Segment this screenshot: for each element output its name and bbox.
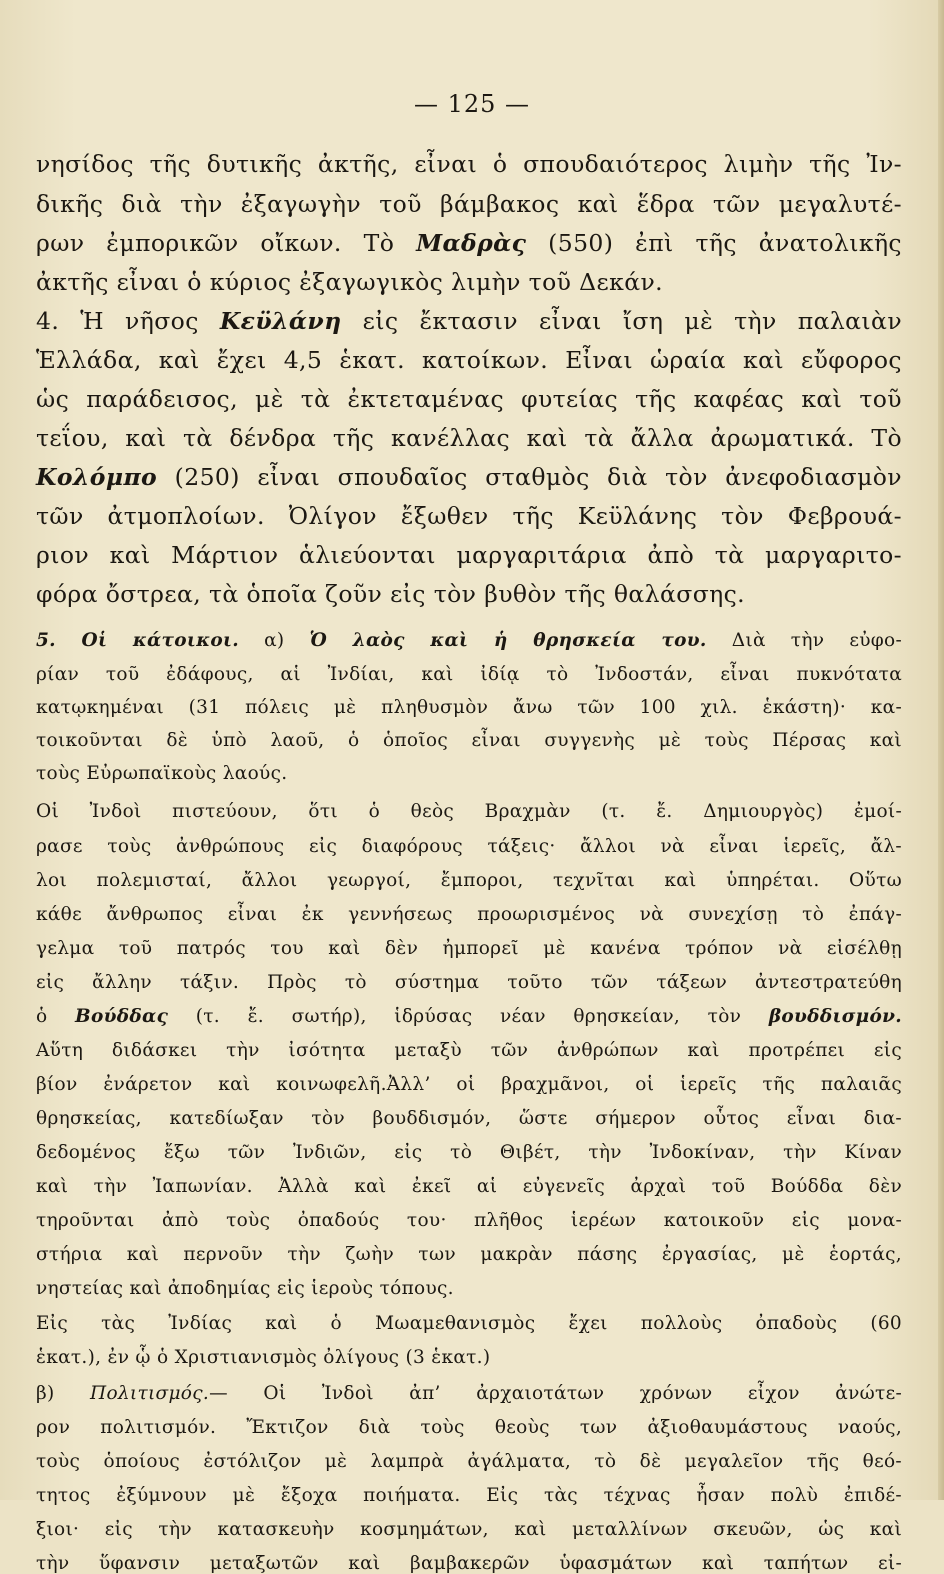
text-line: ἀκτῆς εἶναι ὁ κύριος ἐξαγωγικὸς λιμὴν τοῦ Δεκάν. — [36, 268, 664, 296]
section-number: 5. — [36, 630, 82, 651]
text-line: ρίαν τοῦ ἐδάφους, αἱ Ἰνδίαι, καὶ ἰδίᾳ τὸ Ἰνδοστάν, εἶναι πυκνότατα — [36, 664, 902, 685]
text-line: νηστείας καὶ ἀποδημίας εἰς ἱεροὺς τόπους. — [36, 1278, 454, 1299]
text-line: λοι πολεμισταί, ἄλλοι γεωργοί, ἔμποροι, τεχνῖται καὶ ὑπηρέται. Οὕτω — [36, 870, 902, 891]
emphasis-text: βουδδισμόν. — [768, 1006, 903, 1027]
text-line: β) Πολιτισμός.— Οἱ Ἰνδοὶ ἀπ’ ἀρχαιοτάτων χρόνων εἶχον ἀνώτε- — [36, 1383, 902, 1404]
text-line: τοικοῦνται δὲ ὑπὸ λαοῦ, ὁ ὁποῖος εἶναι συγγενὴς μὲ τοὺς Πέρσας καὶ — [36, 730, 902, 751]
text-line: κάθε ἄνθρωπος εἶναι ἐκ γεννήσεως προωρισμένος νὰ συνεχίσῃ τὸ ἐπάγ- — [36, 904, 902, 925]
text-line: δικῆς διὰ τὴν ἐξαγωγὴν τοῦ βάμβακος καὶ ἕδρα τῶν μεγαλυτέ- — [36, 190, 902, 218]
text-line: Οἱ Ἰνδοὶ πιστεύουν, ὅτι ὁ θεὸς Βραχμὰν (τ. ἔ. Δημιουργὸς) ἐμοί- — [36, 801, 902, 822]
page-number: — 125 — — [413, 90, 531, 118]
text-line: νησίδος τῆς δυτικῆς ἀκτῆς, εἶναι ὁ σπουδαιότερος λιμὴν τῆς Ἰν- — [36, 150, 902, 178]
text-line: καὶ τὴν Ἰαπωνίαν. Ἀλλὰ καὶ ἐκεῖ αἱ εὐγενεῖς ἀρχαὶ τοῦ Βούδδα δὲν — [36, 1176, 902, 1197]
text-line: Ἑλλάδα, καὶ ἔχει 4,5 ἑκατ. κατοίκων. Εἶναι ὡραία καὶ εὔφορος — [36, 346, 902, 374]
text-line: βίον ἐνάρετον καὶ κοινωφελῆ.Ἀλλ’ οἱ βραχμᾶνοι, οἱ ἱερεῖς τῆς παλαιᾶς — [36, 1074, 902, 1095]
text-line: στήρια καὶ περνοῦν τὴν ζωὴν των μακρὰν πάσης ἐργασίας, μὲ ἑορτάς, — [36, 1244, 902, 1265]
text-line: θρησκείας, κατεδίωξαν τὸν βουδδισμόν, ὥστε σήμερον οὗτος εἶναι δια- — [36, 1108, 902, 1129]
text-line: ὡς παράδεισος, μὲ τὰ ἐκτεταμένας φυτείας τῆς καφέας καὶ τοῦ — [36, 385, 902, 413]
text-line: Κολόμπο (250) εἶναι σπουδαῖος σταθμὸς διὰ τὸν ἀνεφοδιασμὸν — [36, 463, 902, 491]
text-line: ὁ Βούδδας (τ. ἔ. σωτήρ), ἱδρύσας νέαν θρησκείαν, τὸν βουδδισμόν. — [36, 1006, 903, 1027]
text-line: τοὺς ὁποίους ἐστόλιζον μὲ λαμπρὰ ἀγάλματα, τὸ δὲ μεγαλεῖον τῆς θεό- — [36, 1451, 902, 1472]
section-heading: Οἱ κάτοικοι. — [81, 630, 239, 651]
page-edge — [938, 0, 944, 1500]
section-heading: Ὁ λαὸς καὶ ἡ θρησκεία του. — [309, 630, 707, 651]
text-line: κατῳκημέναι (31 πόλεις μὲ πληθυσμὸν ἄνω τῶν 100 χιλ. ἑκάστη)· κα- — [36, 697, 902, 718]
text-line: ρον πολιτισμόν. Ἔκτιζον διὰ τοὺς θεοὺς των ἀξιοθαυμάστους ναούς, — [36, 1417, 902, 1438]
text-line: ριον καὶ Μάρτιον ἁλιεύονται μαργαριτάρια ἀπὸ τὰ μαργαριτο- — [36, 541, 902, 569]
text-line: δεδομένος ἔξω τῶν Ἰνδιῶν, εἰς τὸ Θιβέτ, τὴν Ἰνδοκίναν, τὴν Κίναν — [36, 1142, 902, 1163]
emphasis-text: Πολιτισμός. — [90, 1383, 210, 1404]
text-line: τῶν ἀτμοπλοίων. Ὀλίγον ἔξωθεν τῆς Κεϋλάνης τὸν Φεβρουά- — [36, 502, 902, 530]
emphasis-text: Βούδδας — [75, 1006, 169, 1027]
text-line: τητος ἐξύμνουν μὲ ἔξοχα ποιήματα. Εἰς τὰς τέχνας ἦσαν πολὺ ἐπιδέ- — [36, 1485, 902, 1506]
emphasis-text: Κολόμπο — [36, 463, 158, 491]
text-line: ξιοι· εἰς τὴν κατασκευὴν κοσμημάτων, καὶ μεταλλίνων σκευῶν, ὡς καὶ — [36, 1519, 902, 1540]
text-line: ρασε τοὺς ἀνθρώπους εἰς διαφόρους τάξεις· ἄλλοι νὰ εἶναι ἱερεῖς, ἄλ- — [36, 836, 902, 857]
emphasis-text: Μαδρὰς — [416, 229, 527, 257]
text-line: τεΐου, καὶ τὰ δένδρα τῆς κανέλλας καὶ τὰ ἄλλα ἀρωματικά. Τὸ — [36, 424, 902, 452]
text-line: γελμα τοῦ πατρός του καὶ δὲν ἠμπορεῖ μὲ κανένα τρόπον νὰ εἰσέλθῃ — [36, 938, 902, 959]
text-line: Αὕτη διδάσκει τὴν ἰσότητα μεταξὺ τῶν ἀνθρώπων καὶ προτρέπει εἰς — [36, 1040, 902, 1061]
text-line: ρων ἐμπορικῶν οἴκων. Τὸ Μαδρὰς (550) ἐπὶ τῆς ἀνατολικῆς — [36, 229, 902, 257]
text-line: τὴν ὕφανσιν μεταξωτῶν καὶ βαμβακερῶν ὑφασμάτων καὶ ταπήτων εἰ- — [36, 1553, 902, 1574]
text-line: τηροῦνται ἀπὸ τοὺς ὀπαδούς του· πλῆθος ἱερέων κατοικοῦν εἰς μονα- — [36, 1210, 902, 1231]
text-line: τοὺς Εὐρωπαϊκοὺς λαούς. — [36, 763, 288, 784]
text-line: εἰς ἄλλην τάξιν. Πρὸς τὸ σύστημα τοῦτο τῶν τάξεων ἀντεστρατεύθη — [36, 972, 902, 993]
text-line: ἑκατ.), ἐν ᾧ ὁ Χριστιανισμὸς ὀλίγους (3 ἑκατ.) — [36, 1347, 491, 1368]
emphasis-text: Κεϋλάνη — [219, 307, 342, 335]
text-line: 5. Οἱ κάτοικοι. α) Ὁ λαὸς καὶ ἡ θρησκεία του. Διὰ τὴν εὐφο- — [36, 630, 903, 651]
text-line: Εἰς τὰς Ἰνδίας καὶ ὁ Μωαμεθανισμὸς ἔχει πολλοὺς ὀπαδοὺς (60 — [36, 1313, 902, 1334]
text-line: 4. Ἡ νῆσος Κεϋλάνη εἰς ἔκτασιν εἶναι ἴση μὲ τὴν παλαιὰν — [36, 307, 903, 335]
text-line: φόρα ὄστρεα, τὰ ὁποῖα ζοῦν εἰς τὸν βυθὸν τῆς θαλάσσης. — [36, 580, 746, 608]
